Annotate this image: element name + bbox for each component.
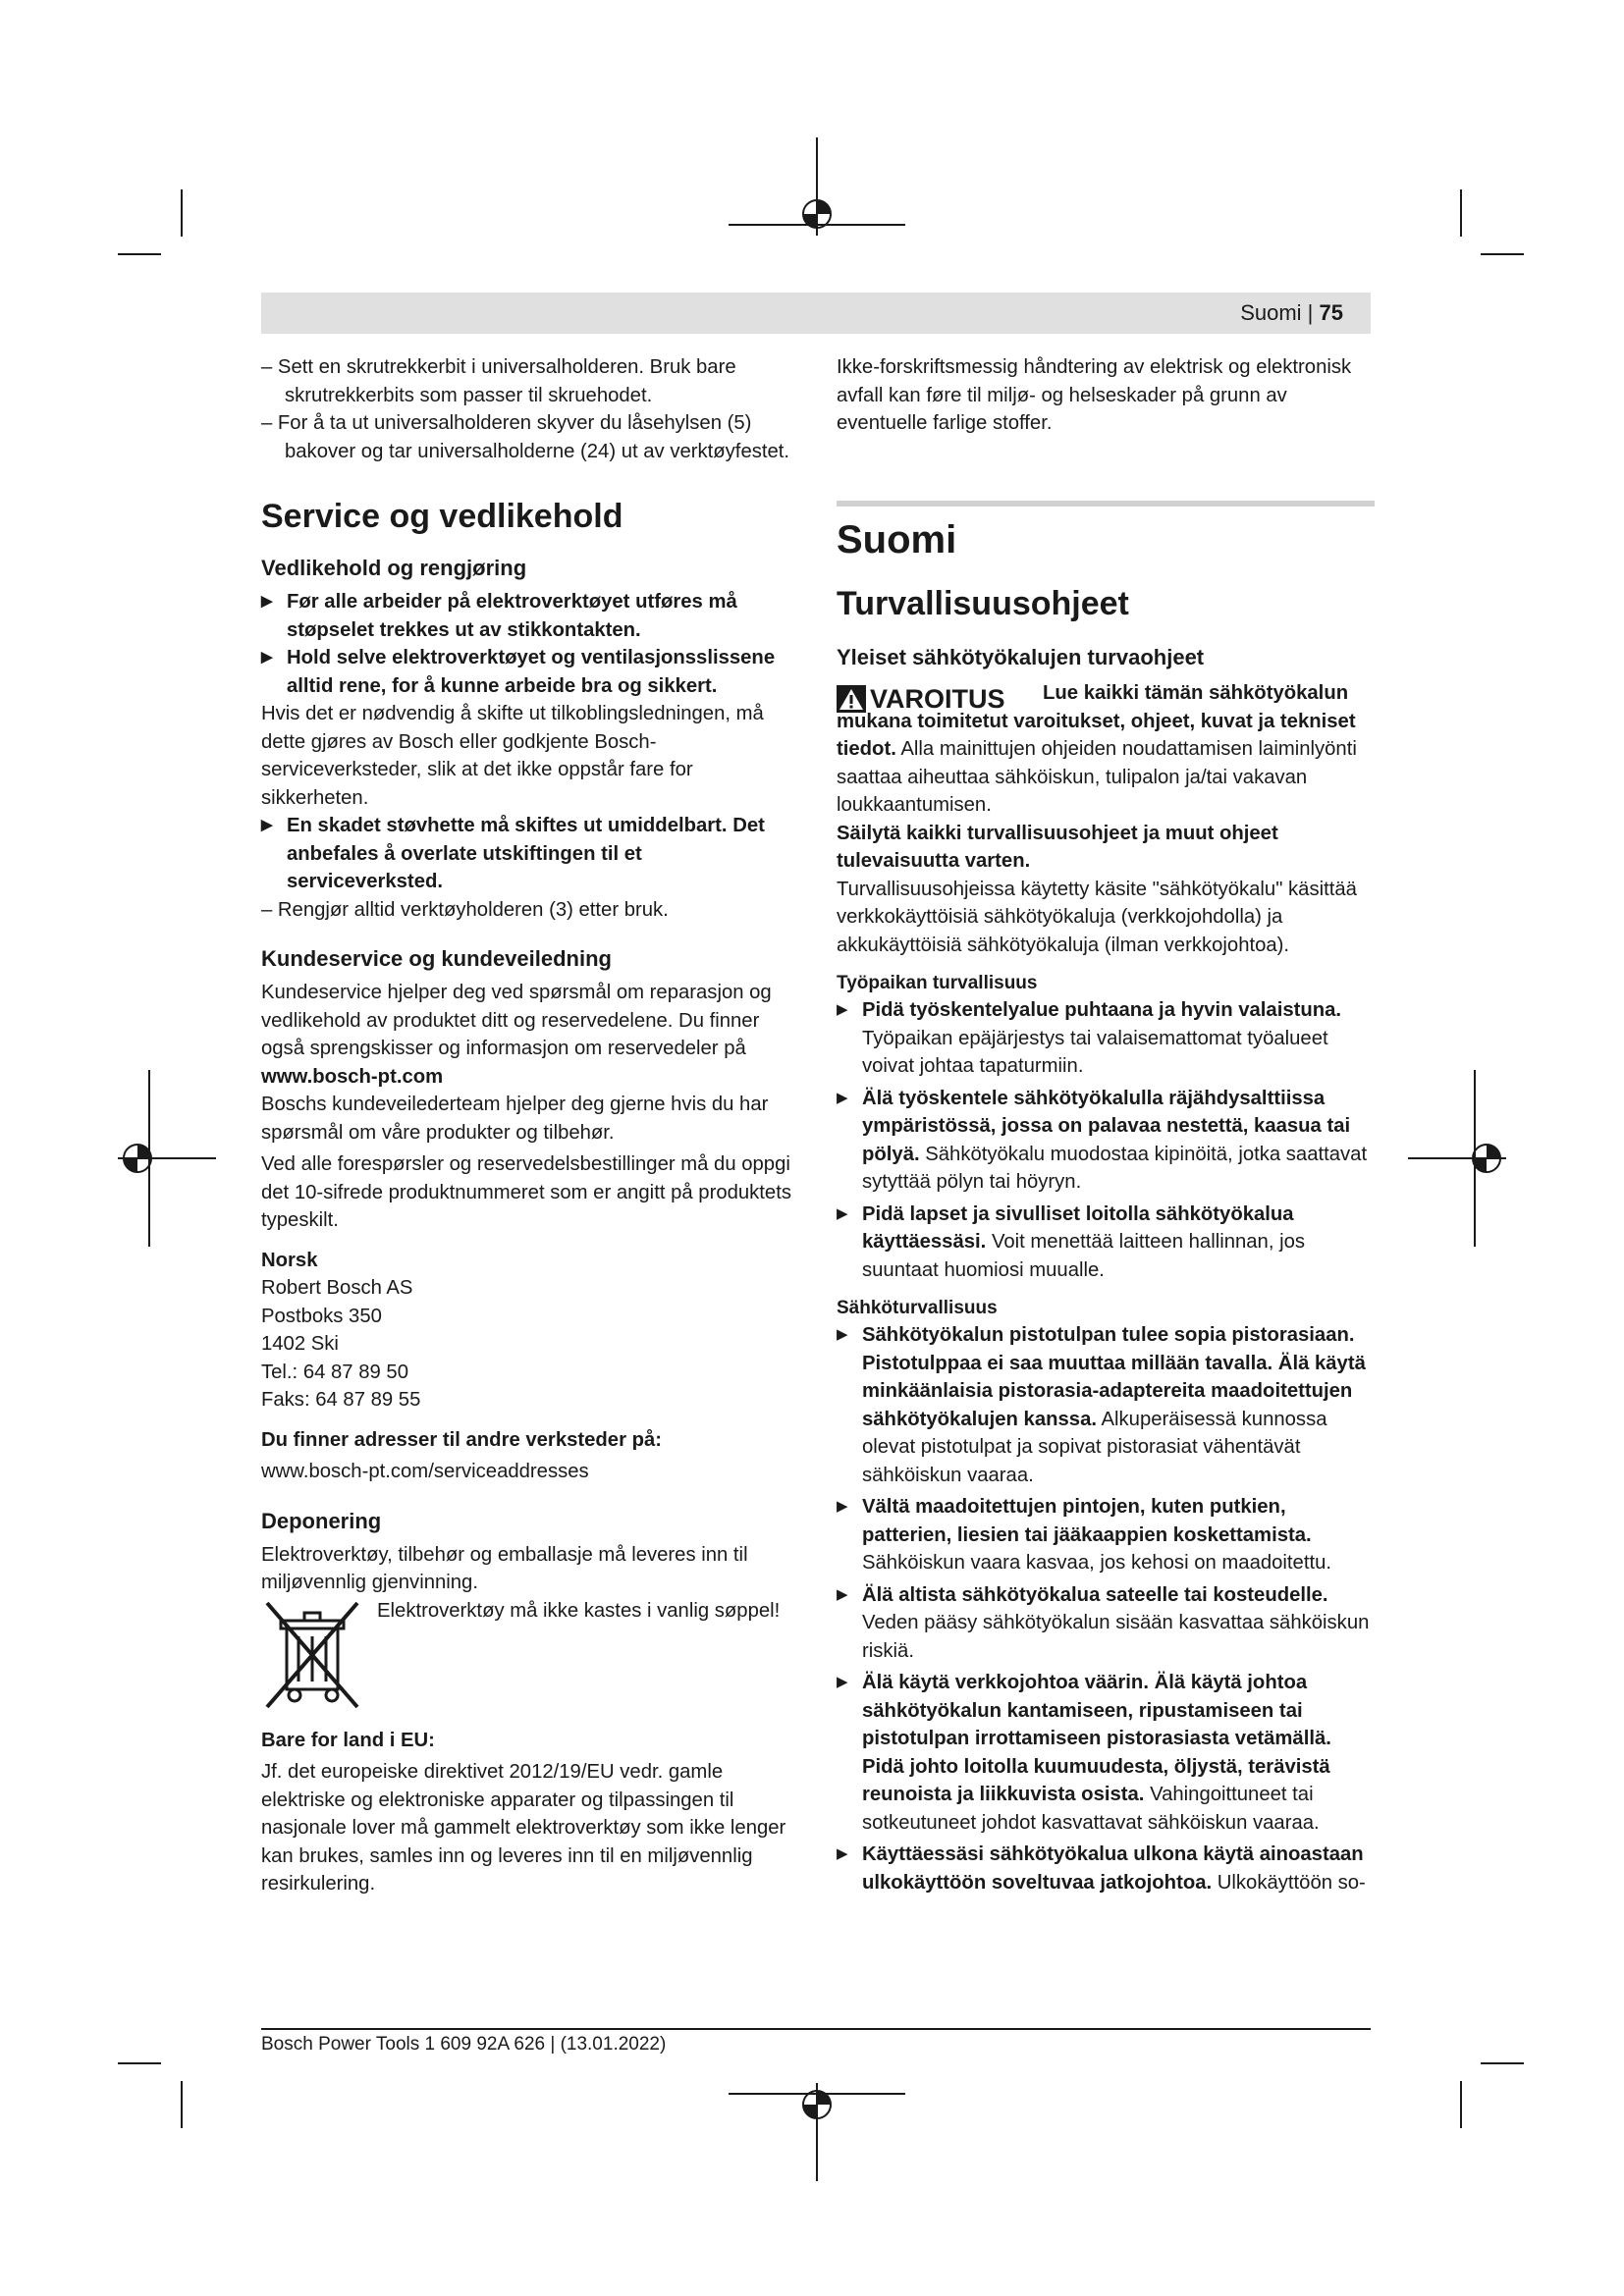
bullet-arrow-icon: ▶ bbox=[837, 1498, 848, 1515]
electrical-bullet-1 bbox=[837, 1321, 1375, 1489]
right-column bbox=[837, 353, 1375, 1896]
address-fax: Faks: 64 87 89 55 bbox=[261, 1389, 421, 1411]
bullet-arrow-icon: ▶ bbox=[261, 817, 273, 833]
subsection-title-maintenance: Vedlikehold og rengjøring bbox=[261, 556, 527, 580]
maintenance-bullet-1 bbox=[261, 588, 796, 644]
header-separator: | bbox=[1307, 300, 1314, 325]
address-line: Postboks 350 bbox=[261, 1305, 382, 1327]
address-phone: Tel.: 64 87 89 50 bbox=[261, 1361, 408, 1383]
crop-mark bbox=[118, 2062, 161, 2064]
country-label: Norsk bbox=[261, 1249, 318, 1271]
right-intro-paragraph: Ikke-forskriftsmessig håndtering av elektrisk og elektronisk avfall kan føre til miljø- og helseskader på grunn av eventuelle farlige stoffer. bbox=[837, 356, 1352, 434]
bullet-arrow-icon: ▶ bbox=[837, 1326, 848, 1343]
keep-instructions: Säilytä kaikki turvallisuusohjeet ja muut ohjeet tulevaisuutta varten. bbox=[837, 822, 1278, 872]
electrical-bullet-2 bbox=[837, 1493, 1375, 1577]
eu-title: Bare for land i EU: bbox=[261, 1729, 435, 1751]
bullet-arrow-icon: ▶ bbox=[261, 649, 273, 666]
maintenance-bullet-2-text: Hold selve elektroverktøyet og ventilasjonsslissene alltid rene, for å kunne arbeide bra og sikkert. bbox=[287, 647, 776, 697]
electrical-bullet-3-bold: Älä altista sähkötyökalua sateelle tai kosteudelle. bbox=[862, 1583, 1328, 1606]
warning-text-bold: Lue kaikki tämän sähkötyökalun mukana toimitetut varoitukset, ohjeet, kuvat ja tekniset tiedot. bbox=[837, 682, 1356, 760]
registration-target-icon bbox=[729, 137, 905, 255]
customer-service-url: www.bosch-pt.com bbox=[261, 1065, 444, 1088]
work-area-title: Työpaikan turvallisuus bbox=[837, 973, 1038, 993]
page-header-text bbox=[1240, 300, 1343, 326]
work-area-bullet-1-text: Työpaikan epäjärjestys tai valaisemattomat työalueet voivat johtaa tapaturmiin. bbox=[862, 1027, 1328, 1077]
crop-mark bbox=[1481, 253, 1524, 255]
customer-service-paragraph-3: Ved alle forespørsler og reservedelsbestillinger må du oppgi det 10-sifrede produktnummeret som er angitt på produktets typeskilt. bbox=[261, 1153, 791, 1231]
electrical-safety-title: Sähköturvallisuus bbox=[837, 1298, 998, 1318]
header-language: Suomi bbox=[1240, 300, 1302, 325]
electrical-bullet-4-text: Vahingoittuneet tai sotkeutuneet johdot kasvattavat sähköiskun vaaraa. bbox=[862, 1784, 1320, 1834]
crop-mark bbox=[1460, 189, 1462, 237]
maintenance-paragraph: Hvis det er nødvendig å skifte ut tilkoblingsledningen, må dette gjøres av Bosch eller godkjente Bosch-serviceverksteder, slik at det ikke oppstår fare for sikkerheten. bbox=[261, 703, 764, 809]
work-area-bullet-3-bold: Pidä lapset ja sivulliset loitolla sähkötyökalua käyttäessäsi. bbox=[862, 1202, 1294, 1253]
crop-mark bbox=[1460, 2081, 1462, 2128]
weee-notice bbox=[261, 1597, 796, 1713]
work-area-bullet-3 bbox=[837, 1201, 1375, 1285]
footer-text: Bosch Power Tools 1 609 92A 626 | (13.01.2022) bbox=[261, 2034, 667, 2055]
left-column bbox=[261, 353, 796, 1898]
work-area-bullet-1 bbox=[837, 996, 1375, 1081]
crop-mark bbox=[181, 189, 183, 237]
electrical-bullet-3-text: Veden pääsy sähkötyökalun sisään kasvattaa sähköiskun riskiä. bbox=[862, 1612, 1370, 1662]
address-line: Robert Bosch AS bbox=[261, 1277, 413, 1299]
warning-text-normal: Alla mainittujen ohjeiden noudattamisen laiminlyönti saattaa aiheuttaa sähköiskun, tulipalon ja/tai vakavan loukkaantumisen. bbox=[837, 738, 1357, 816]
eu-paragraph: Jf. det europeiske direktivet 2012/19/EU vedr. gamle elektriske og elektroniske apparater og tilpassingen til nasjonale lover må gammelt elektroverktøy som ikke lenger kan brukes, samles inn og leveres inn til en miljøvennlig resirkulering. bbox=[261, 1761, 786, 1895]
electrical-bullet-5-bold: Käyttäessäsi sähkötyökalua ulkona käytä ainoastaan ulkokäyttöön soveltuvaa jatkojohtoa. bbox=[862, 1843, 1364, 1894]
bullet-arrow-icon: ▶ bbox=[261, 593, 273, 610]
bullet-arrow-icon: ▶ bbox=[837, 1585, 848, 1603]
electrical-bullet-5-text: Ulkokäyttöön so- bbox=[1217, 1871, 1366, 1894]
crossed-out-bin-icon bbox=[261, 1597, 369, 1713]
electrical-bullet-5 bbox=[837, 1841, 1375, 1896]
registration-target-icon bbox=[1408, 1070, 1506, 1247]
bullet-arrow-icon: ▶ bbox=[837, 1845, 848, 1862]
registration-target-icon bbox=[729, 2063, 905, 2181]
electrical-bullet-2-text: Sähköiskun vaara kasvaa, jos kehosi on maadoitettu. bbox=[862, 1552, 1332, 1574]
maintenance-dash: – Rengjør alltid verktøyholderen (3) etter bruk. bbox=[261, 898, 669, 921]
electrical-bullet-2-bold: Vältä maadoitettujen pintojen, kuten putkien, patterien, liesien tai jääkaappien koskettamista. bbox=[862, 1496, 1312, 1546]
registration-target-icon bbox=[118, 1070, 216, 1247]
maintenance-bullet-1-text: Før alle arbeider på elektroverktøyet utføres må støpselet trekkes ut av stikkontakten. bbox=[287, 591, 737, 641]
page-number: 75 bbox=[1319, 300, 1343, 325]
crop-mark bbox=[1481, 2062, 1524, 2064]
bullet-arrow-icon: ▶ bbox=[837, 1674, 848, 1690]
maintenance-bullet-3-text: En skadet støvhette må skiftes ut umiddelbart. Det anbefales å overlate utskiftingen til et serviceverksted. bbox=[287, 815, 765, 892]
maintenance-bullet-2 bbox=[261, 644, 796, 700]
language-separator-bar bbox=[837, 501, 1375, 507]
crop-mark bbox=[181, 2081, 183, 2128]
subsection-title-customer-service: Kundeservice og kundeveiledning bbox=[261, 946, 612, 971]
subsection-title-general-safety: Yleiset sähkötyökalujen turvaohjeet bbox=[837, 644, 1205, 669]
bullet-arrow-icon: ▶ bbox=[837, 1001, 848, 1018]
section-title-safety: Turvallisuusohjeet bbox=[837, 584, 1129, 622]
bullet-arrow-icon: ▶ bbox=[837, 1089, 848, 1106]
customer-service-paragraph-2: Boschs kundeveilederteam hjelper deg gjerne hvis du har spørsmål om våre produkter og tilbehør. bbox=[261, 1094, 769, 1144]
work-area-bullet-2 bbox=[837, 1085, 1375, 1197]
other-workshops-title: Du finner adresser til andre verksteder på: bbox=[261, 1428, 663, 1451]
section-title-service: Service og vedlikehold bbox=[261, 498, 623, 535]
work-area-bullet-1-bold: Pidä työskentelyalue puhtaana ja hyvin valaistuna. bbox=[862, 999, 1342, 1021]
maintenance-bullet-3 bbox=[261, 812, 796, 896]
address-line: 1402 Ski bbox=[261, 1333, 339, 1355]
work-area-bullet-2-text: Sähkötyökalu muodostaa kipinöitä, jotka saattavat sytyttää pölyn tai höyryn. bbox=[862, 1143, 1368, 1193]
term-definition: Turvallisuusohjeissa käytetty käsite "sähkötyökalu" käsittää verkkokäyttöisiä sähkötyökaluja (verkkojohdolla) ja akkukäyttöisiä sähkötyökaluja (ilman verkkojohtoa). bbox=[837, 878, 1357, 956]
electrical-bullet-1-bold: Sähkötyökalun pistotulpan tulee sopia pistorasiaan. Pistotulppaa ei saa muuttaa millään tavalla. Älä käytä minkäänlaisia pistorasia-adaptereita maadoitettujen sähkötyökalujen kanssa. bbox=[862, 1324, 1366, 1430]
electrical-bullet-3 bbox=[837, 1581, 1375, 1666]
language-title: Suomi bbox=[837, 517, 957, 561]
electrical-bullet-4 bbox=[837, 1669, 1375, 1837]
electrical-bullet-1-text: Alkuperäisessä kunnossa olevat pistotulpat ja sopivat pistorasiat vähentävät sähköiskun vaaraa. bbox=[862, 1408, 1327, 1486]
footer-rule bbox=[261, 2028, 1371, 2030]
weee-text: Elektroverktøy må ikke kastes i vanlig søppel! bbox=[377, 1599, 781, 1622]
disposal-paragraph: Elektroverktøy, tilbehør og emballasje må leveres inn til miljøvennlig gjenvinning. bbox=[261, 1543, 748, 1593]
other-workshops-url: www.bosch-pt.com/serviceaddresses bbox=[261, 1461, 589, 1482]
crop-mark bbox=[118, 253, 161, 255]
bullet-arrow-icon: ▶ bbox=[837, 1204, 848, 1222]
warning-label-text: VAROITUS bbox=[870, 683, 1005, 714]
intro-dash-2: – For å ta ut universalholderen skyver du låsehylsen (5) bakover og tar universalholderne (24) ut av verktøyfestet. bbox=[261, 412, 790, 462]
work-area-bullet-2-bold: Älä työskentele sähkötyökalulla räjähdysalttiissa ympäristössä, jossa on palavaa nestettä, kaasua tai pölyä. bbox=[862, 1087, 1351, 1165]
electrical-bullet-4-bold: Älä käytä verkkojohtoa väärin. Älä käytä johtoa sähkötyökalun kantamiseen, ripustamiseen tai pistotulpan irrottamiseen pistorasiasta vetämällä. Pidä johto loitolla kuumuudesta, öljystä, terävistä reunoista ja liikkuvista osista. bbox=[862, 1672, 1331, 1805]
subsection-title-disposal: Deponering bbox=[261, 1508, 382, 1533]
intro-dash-1: – Sett en skrutrekkerbit i universalholderen. Bruk bare skrutrekkerbits som passer til skruehodet. bbox=[261, 356, 736, 406]
customer-service-paragraph-1: Kundeservice hjelper deg ved spørsmål om reparasjon og vedlikehold av produktet ditt og reservedelene. Du finner også sprengskisser og informasjon om reservedeler på bbox=[261, 982, 772, 1059]
work-area-bullet-3-text: Voit menettää laitteen hallinnan, jos suuntaat huomiosi muualle. bbox=[862, 1231, 1306, 1281]
page-header bbox=[261, 293, 1371, 334]
